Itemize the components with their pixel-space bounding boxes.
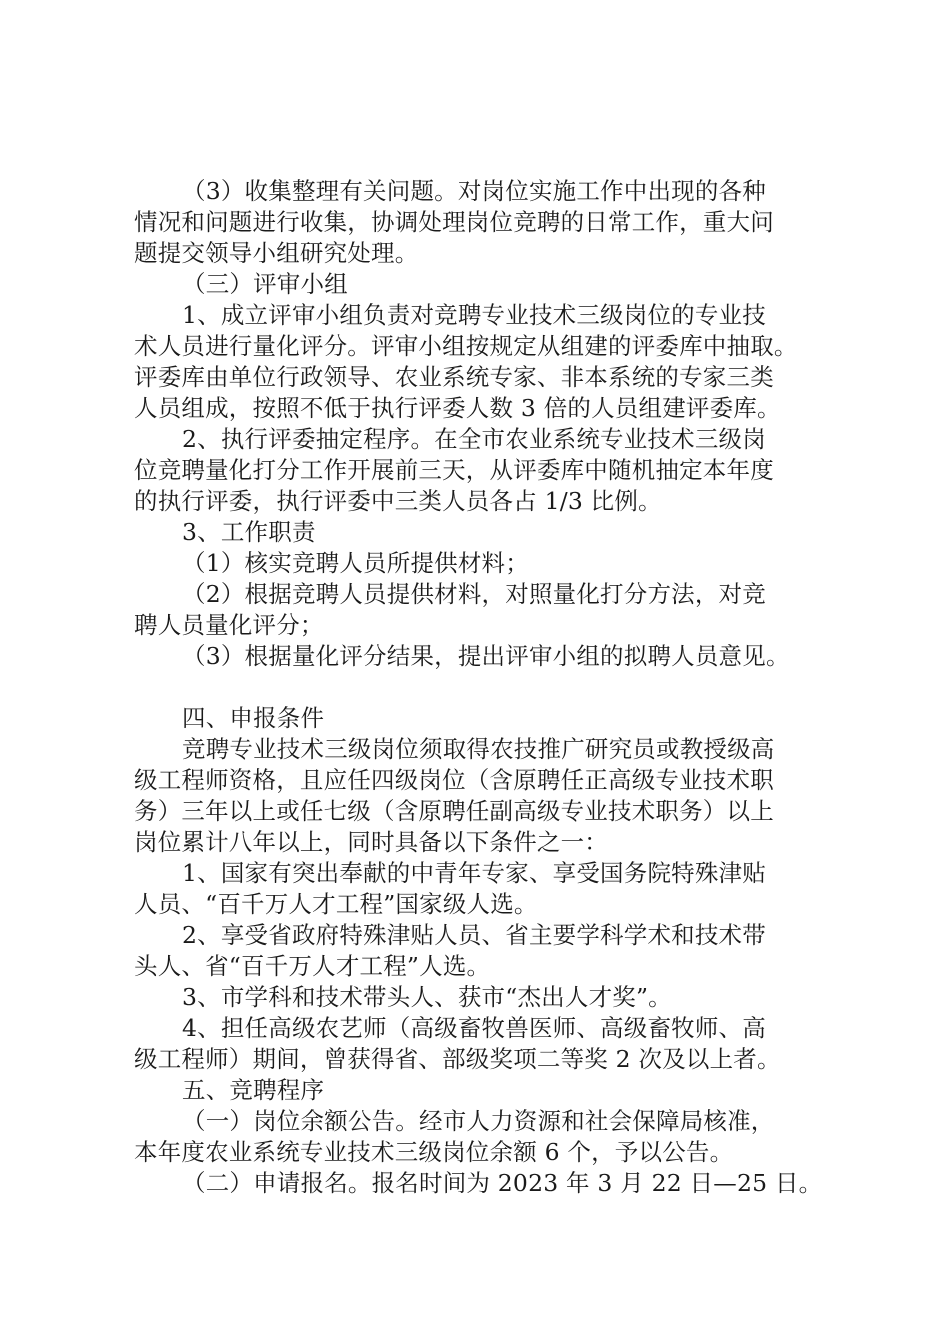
section-heading: （三）评审小组 xyxy=(182,270,348,298)
paragraph-line: 务）三年以上或任七级（含原聘任副高级专业技术职务）以上 xyxy=(134,797,774,825)
paragraph-line: （3）收集整理有关问题。对岗位实施工作中出现的各种 xyxy=(182,177,766,205)
section-heading: 3、工作职责 xyxy=(182,518,316,546)
paragraph-line: 情况和问题进行收集，协调处理岗位竞聘的日常工作，重大问 xyxy=(134,208,774,236)
paragraph-line: （二）申请报名。报名时间为 2023 年 3 月 22 日—25 日。 xyxy=(182,1169,823,1197)
paragraph-line: 2、执行评委抽定程序。在全市农业系统专业技术三级岗 xyxy=(182,425,766,453)
paragraph-line: 聘人员量化评分； xyxy=(134,611,324,639)
paragraph-line: 1、成立评审小组负责对竞聘专业技术三级岗位的专业技 xyxy=(182,301,766,329)
paragraph-line: 术人员进行量化评分。评审小组按规定从组建的评委库中抽取。 xyxy=(134,332,798,360)
paragraph-line: （一）岗位余额公告。经市人力资源和社会保障局核准， xyxy=(182,1107,775,1135)
paragraph-line: 位竞聘量化打分工作开展前三天，从评委库中随机抽定本年度 xyxy=(134,456,774,484)
paragraph-line: 的执行评委，执行评委中三类人员各占 1/3 比例。 xyxy=(134,487,662,515)
paragraph-line: 级工程师资格，且应任四级岗位（含原聘任正高级专业技术职 xyxy=(134,766,774,794)
paragraph-line: 1、国家有突出奉献的中青年专家、享受国务院特殊津贴 xyxy=(182,859,766,887)
paragraph-line: 题提交领导小组研究处理。 xyxy=(134,239,419,267)
paragraph-line: 4、担任高级农艺师（高级畜牧兽医师、高级畜牧师、高 xyxy=(182,1014,766,1042)
paragraph-line: 人员组成，按照不低于执行评委人数 3 倍的人员组建评委库。 xyxy=(134,394,781,422)
paragraph-line: 岗位累计八年以上，同时具备以下条件之一： xyxy=(134,828,608,856)
paragraph-line: 头人、省“百千万人才工程”人选。 xyxy=(134,952,491,980)
paragraph-line: 2、享受省政府特殊津贴人员、省主要学科学术和技术带 xyxy=(182,921,766,949)
paragraph-line: 人员、“百千万人才工程”国家级人选。 xyxy=(134,890,538,918)
paragraph-line: 级工程师）期间，曾获得省、部级奖项二等奖 2 次及以上者。 xyxy=(134,1045,781,1073)
paragraph-line: 3、市学科和技术带头人、获市“杰出人才奖”。 xyxy=(182,983,672,1011)
paragraph-line: （3）根据量化评分结果，提出评审小组的拟聘人员意见。 xyxy=(182,642,790,670)
paragraph-line: （2）根据竞聘人员提供材料，对照量化打分方法，对竞 xyxy=(182,580,766,608)
paragraph-line: 本年度农业系统专业技术三级岗位余额 6 个，予以公告。 xyxy=(134,1138,734,1166)
section-heading: 五、竞聘程序 xyxy=(182,1076,325,1104)
paragraph-line: 评委库由单位行政领导、农业系统专家、非本系统的专家三类 xyxy=(134,363,774,391)
section-heading: 四、申报条件 xyxy=(182,704,325,732)
paragraph-line: 竞聘专业技术三级岗位须取得农技推广研究员或教授级高 xyxy=(182,735,775,763)
paragraph-line: （1）核实竞聘人员所提供材料； xyxy=(182,549,529,577)
